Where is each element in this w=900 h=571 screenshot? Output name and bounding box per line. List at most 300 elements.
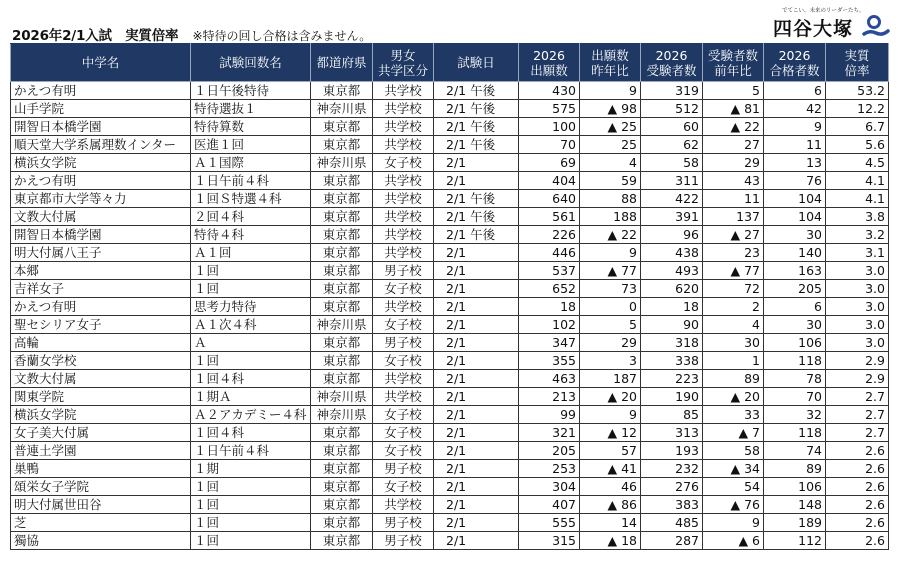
table-row [11,82,889,100]
prefecture-cell: 東京都 [311,280,373,298]
applicants-cell: 430 [519,82,580,100]
actual-ratio-cell: 4.1 [826,190,889,208]
examinees-cell: 96 [641,226,703,244]
exam-name-cell: ２回４科 [191,208,311,226]
exam-date-cell: 2/1 午後 [434,226,519,244]
school-name-cell: 明大付属世田谷 [11,496,191,514]
passers-cell: 106 [764,478,826,496]
school-name-cell: 聖セシリア女子 [11,316,191,334]
examinees-yoy-cell: ▲ 81 [703,100,764,118]
examinees-cell: 18 [641,298,703,316]
header-label: 出願数 [591,47,629,63]
exam-date-cell: 2/1 [434,424,519,442]
header-label: 共学区分 [377,62,428,78]
exam-date-cell: 2/1 [434,154,519,172]
header-label: 中学名 [81,55,120,70]
prefecture-cell: 神奈川県 [311,100,373,118]
examinees-yoy-cell: ▲ 20 [703,388,764,406]
exam-name-cell: １期 [191,460,311,478]
logo [770,6,895,42]
passers-cell: 118 [764,424,826,442]
examinees-cell: 193 [641,442,703,460]
exam-name-cell: Ａ１国際 [191,154,311,172]
gender-type-cell: 共学校 [373,244,434,262]
header-label: 2026 [533,47,565,63]
passers-cell: 70 [764,388,826,406]
examinees-yoy-cell: 1 [703,352,764,370]
passers-cell: 140 [764,244,826,262]
table-row [11,172,889,190]
gender-type-cell: 共学校 [373,208,434,226]
examinees-cell: 90 [641,316,703,334]
passers-cell: 9 [764,118,826,136]
examinees-cell: 383 [641,496,703,514]
table-row [11,280,889,298]
gender-type-cell: 女子校 [373,154,434,172]
gender-type-cell: 共学校 [373,136,434,154]
actual-ratio-cell: 3.0 [826,280,889,298]
examinees-cell: 313 [641,424,703,442]
actual-ratio-cell: 12.2 [826,100,889,118]
table-row [11,388,889,406]
prefecture-cell: 東京都 [311,118,373,136]
applicants-cell: 652 [519,280,580,298]
applicants-cell: 355 [519,352,580,370]
applicants-yoy-cell: 9 [580,406,641,424]
prefecture-cell: 東京都 [311,244,373,262]
passers-cell: 163 [764,262,826,280]
applicants-yoy-cell: 5 [580,316,641,334]
exam-name-cell: １日午前４科 [191,172,311,190]
gender-type-cell: 男子校 [373,514,434,532]
passers-cell: 104 [764,208,826,226]
passers-cell: 6 [764,298,826,316]
actual-ratio-cell: 3.0 [826,298,889,316]
applicants-cell: 69 [519,154,580,172]
gender-type-cell: 共学校 [373,496,434,514]
applicants-yoy-cell: 29 [580,334,641,352]
applicants-yoy-cell: 88 [580,190,641,208]
examinees-yoy-cell: 43 [703,172,764,190]
applicants-cell: 253 [519,460,580,478]
examinees-cell: 391 [641,208,703,226]
exam-date-cell: 2/1 [434,406,519,424]
examinees-cell: 512 [641,100,703,118]
exam-date-cell: 2/1 [434,334,519,352]
exam-name-cell: １回 [191,514,311,532]
actual-ratio-cell: 2.6 [826,532,889,550]
exam-name-cell: Ａ１次４科 [191,316,311,334]
passers-cell: 189 [764,514,826,532]
table-row [11,514,889,532]
examinees-cell: 422 [641,190,703,208]
logo-name: 四谷大塚 [773,18,854,40]
header-label: 試験回数名 [219,55,282,70]
exam-name-cell: １回 [191,352,311,370]
applicants-cell: 213 [519,388,580,406]
school-name-cell: かえつ有明 [11,298,191,316]
examinees-yoy-cell: 23 [703,244,764,262]
exam-name-cell: １回４科 [191,370,311,388]
actual-ratio-cell: 2.7 [826,388,889,406]
applicants-yoy-cell: 4 [580,154,641,172]
col-gender-type [373,44,434,82]
gender-type-cell: 共学校 [373,190,434,208]
applicants-cell: 407 [519,496,580,514]
examinees-cell: 276 [641,478,703,496]
exam-name-cell: Ａ [191,334,311,352]
actual-ratio-cell: 3.2 [826,226,889,244]
prefecture-cell: 東京都 [311,172,373,190]
examinees-yoy-cell: ▲ 76 [703,496,764,514]
exam-date-cell: 2/1 [434,442,519,460]
actual-ratio-cell: 2.7 [826,406,889,424]
col-applicants-yoy [580,44,641,82]
examinees-yoy-cell: ▲ 34 [703,460,764,478]
examinees-yoy-cell: 58 [703,442,764,460]
exam-name-cell: １回 [191,280,311,298]
prefecture-cell: 東京都 [311,478,373,496]
examinees-yoy-cell: 27 [703,136,764,154]
school-name-cell: 吉祥女子 [11,280,191,298]
applicants-cell: 102 [519,316,580,334]
prefecture-cell: 東京都 [311,298,373,316]
passers-cell: 118 [764,352,826,370]
actual-ratio-cell: 2.7 [826,424,889,442]
header-label: 受験者数 [646,62,697,78]
examinees-yoy-cell: 30 [703,334,764,352]
prefecture-cell: 東京都 [311,190,373,208]
school-name-cell: 関東学院 [11,388,191,406]
exam-name-cell: １回４科 [191,424,311,442]
passers-cell: 32 [764,406,826,424]
prefecture-cell: 東京都 [311,496,373,514]
applicants-cell: 463 [519,370,580,388]
exam-date-cell: 2/1 [434,352,519,370]
header-label: 昨年比 [591,62,629,78]
gender-type-cell: 共学校 [373,370,434,388]
applicants-cell: 321 [519,424,580,442]
gender-type-cell: 共学校 [373,226,434,244]
actual-ratio-cell: 2.6 [826,514,889,532]
exam-name-cell: 特待選抜１ [191,100,311,118]
col-examinees-yoy [703,44,764,82]
examinees-cell: 311 [641,172,703,190]
examinees-yoy-cell: 54 [703,478,764,496]
examinees-cell: 338 [641,352,703,370]
passers-cell: 13 [764,154,826,172]
examinees-yoy-cell: 72 [703,280,764,298]
school-name-cell: 明大付属八王子 [11,244,191,262]
header-label: 実質 [844,47,870,63]
applicants-yoy-cell: 9 [580,244,641,262]
examinees-cell: 62 [641,136,703,154]
actual-ratio-cell: 4.5 [826,154,889,172]
passers-cell: 112 [764,532,826,550]
actual-ratio-cell: 4.1 [826,172,889,190]
examinees-yoy-cell: ▲ 22 [703,118,764,136]
gender-type-cell: 女子校 [373,442,434,460]
applicants-cell: 226 [519,226,580,244]
gender-type-cell: 男子校 [373,334,434,352]
col-prefecture [311,44,373,82]
passers-cell: 74 [764,442,826,460]
exam-name-cell: 特待算数 [191,118,311,136]
exam-date-cell: 2/1 午後 [434,136,519,154]
examinees-yoy-cell: ▲ 7 [703,424,764,442]
school-name-cell: 開智日本橋学園 [11,118,191,136]
col-actual-ratio [826,44,889,82]
examinees-yoy-cell: 29 [703,154,764,172]
col-examinees-2026 [641,44,703,82]
prefecture-cell: 神奈川県 [311,388,373,406]
applicants-yoy-cell: 9 [580,82,641,100]
gender-type-cell: 共学校 [373,298,434,316]
applicants-yoy-cell: ▲ 98 [580,100,641,118]
applicants-yoy-cell: ▲ 77 [580,262,641,280]
examinees-yoy-cell: 33 [703,406,764,424]
school-name-cell: 本郷 [11,262,191,280]
exam-date-cell: 2/1 [434,388,519,406]
passers-cell: 78 [764,370,826,388]
prefecture-cell: 東京都 [311,424,373,442]
applicants-yoy-cell: ▲ 18 [580,532,641,550]
gender-type-cell: 男子校 [373,460,434,478]
examinees-cell: 287 [641,532,703,550]
passers-cell: 104 [764,190,826,208]
applicants-yoy-cell: 14 [580,514,641,532]
applicants-yoy-cell: ▲ 20 [580,388,641,406]
table-row [11,154,889,172]
applicants-cell: 575 [519,100,580,118]
gender-type-cell: 男子校 [373,532,434,550]
table-body [11,82,889,550]
examinees-cell: 493 [641,262,703,280]
school-name-cell: 獨協 [11,532,191,550]
exam-date-cell: 2/1 [434,532,519,550]
applicants-yoy-cell: 3 [580,352,641,370]
applicants-cell: 404 [519,172,580,190]
table-row [11,370,889,388]
examinees-cell: 60 [641,118,703,136]
ratio-table [10,43,889,550]
header-label: 出願数 [530,62,568,78]
actual-ratio-cell: 3.0 [826,262,889,280]
school-name-cell: 普連土学園 [11,442,191,460]
exam-name-cell: １回 [191,496,311,514]
title-main: 2026年2/1入試 実質倍率 [12,28,179,44]
exam-name-cell: １日午前４科 [191,442,311,460]
passers-cell: 89 [764,460,826,478]
exam-date-cell: 2/1 [434,370,519,388]
gender-type-cell: 共学校 [373,82,434,100]
col-school-name [11,44,191,82]
school-name-cell: 文教大付属 [11,370,191,388]
prefecture-cell: 東京都 [311,370,373,388]
prefecture-cell: 東京都 [311,82,373,100]
applicants-yoy-cell: 187 [580,370,641,388]
prefecture-cell: 東京都 [311,514,373,532]
header-label: 試験日 [457,55,495,70]
gender-type-cell: 共学校 [373,172,434,190]
gender-type-cell: 共学校 [373,388,434,406]
table-row [11,406,889,424]
actual-ratio-cell: 2.9 [826,370,889,388]
prefecture-cell: 東京都 [311,442,373,460]
applicants-cell: 70 [519,136,580,154]
prefecture-cell: 東京都 [311,334,373,352]
school-name-cell: 香蘭女学校 [11,352,191,370]
gender-type-cell: 女子校 [373,406,434,424]
examinees-cell: 223 [641,370,703,388]
gender-type-cell: 共学校 [373,100,434,118]
header-label: 2026 [778,47,811,63]
page-title [12,24,371,44]
examinees-cell: 318 [641,334,703,352]
examinees-cell: 438 [641,244,703,262]
examinees-yoy-cell: 4 [703,316,764,334]
gender-type-cell: 女子校 [373,316,434,334]
school-name-cell: 横浜女学院 [11,406,191,424]
table-row [11,226,889,244]
table-row [11,478,889,496]
actual-ratio-cell: 2.9 [826,352,889,370]
school-name-cell: 順天堂大学系属理数インター [11,136,191,154]
passers-cell: 6 [764,82,826,100]
examinees-cell: 232 [641,460,703,478]
examinees-cell: 58 [641,154,703,172]
exam-date-cell: 2/1 [434,280,519,298]
exam-date-cell: 2/1 [434,496,519,514]
applicants-yoy-cell: ▲ 41 [580,460,641,478]
examinees-cell: 190 [641,388,703,406]
actual-ratio-cell: 2.6 [826,442,889,460]
applicants-cell: 555 [519,514,580,532]
school-name-cell: 頌栄女子学院 [11,478,191,496]
exam-date-cell: 2/1 [434,244,519,262]
actual-ratio-cell: 3.0 [826,316,889,334]
applicants-cell: 18 [519,298,580,316]
exam-date-cell: 2/1 [434,298,519,316]
applicants-yoy-cell: 59 [580,172,641,190]
school-name-cell: 山手学院 [11,100,191,118]
exam-date-cell: 2/1 [434,514,519,532]
applicants-cell: 315 [519,532,580,550]
exam-date-cell: 2/1 [434,478,519,496]
examinees-yoy-cell: 5 [703,82,764,100]
actual-ratio-cell: 53.2 [826,82,889,100]
applicants-yoy-cell: ▲ 86 [580,496,641,514]
applicants-cell: 561 [519,208,580,226]
table-row [11,136,889,154]
exam-date-cell: 2/1 午後 [434,190,519,208]
prefecture-cell: 神奈川県 [311,316,373,334]
prefecture-cell: 東京都 [311,532,373,550]
exam-date-cell: 2/1 午後 [434,100,519,118]
exam-date-cell: 2/1 [434,460,519,478]
passers-cell: 30 [764,226,826,244]
applicants-cell: 304 [519,478,580,496]
header-label: 受験者数 [707,47,758,63]
school-name-cell: 横浜女学院 [11,154,191,172]
exam-name-cell: Ａ２アカデミー４科 [191,406,311,424]
applicants-yoy-cell: ▲ 12 [580,424,641,442]
table-row [11,334,889,352]
exam-date-cell: 2/1 午後 [434,208,519,226]
exam-name-cell: １回Ｓ特選４科 [191,190,311,208]
table-row [11,100,889,118]
table-row [11,190,889,208]
school-name-cell: 女子美大付属 [11,424,191,442]
actual-ratio-cell: 2.6 [826,460,889,478]
prefecture-cell: 東京都 [311,460,373,478]
actual-ratio-cell: 3.1 [826,244,889,262]
exam-name-cell: １期Ａ [191,388,311,406]
passers-cell: 30 [764,316,826,334]
table-row [11,352,889,370]
passers-cell: 205 [764,280,826,298]
school-name-cell: かえつ有明 [11,172,191,190]
col-exam-name [191,44,311,82]
applicants-cell: 100 [519,118,580,136]
school-name-cell: 東京都市大学等々力 [11,190,191,208]
examinees-yoy-cell: ▲ 27 [703,226,764,244]
prefecture-cell: 東京都 [311,226,373,244]
table-row [11,460,889,478]
applicants-yoy-cell: 57 [580,442,641,460]
prefecture-cell: 神奈川県 [311,406,373,424]
examinees-yoy-cell: 9 [703,514,764,532]
table-row [11,298,889,316]
passers-cell: 106 [764,334,826,352]
applicants-yoy-cell: ▲ 25 [580,118,641,136]
exam-date-cell: 2/1 [434,172,519,190]
table-row [11,496,889,514]
gender-type-cell: 女子校 [373,352,434,370]
header-label: 合格者数 [769,62,820,78]
col-exam-date [434,44,519,82]
table-row [11,118,889,136]
table-row [11,316,889,334]
examinees-yoy-cell: 137 [703,208,764,226]
prefecture-cell: 東京都 [311,208,373,226]
col-passers-2026 [764,44,826,82]
applicants-yoy-cell: 46 [580,478,641,496]
applicants-cell: 446 [519,244,580,262]
school-name-cell: 高輪 [11,334,191,352]
logo-mark-icon [862,14,890,44]
table-row [11,262,889,280]
applicants-cell: 347 [519,334,580,352]
prefecture-cell: 東京都 [311,262,373,280]
table-row [11,532,889,550]
examinees-yoy-cell: 11 [703,190,764,208]
exam-date-cell: 2/1 午後 [434,82,519,100]
passers-cell: 148 [764,496,826,514]
exam-name-cell: １日午後特待 [191,82,311,100]
table-row [11,442,889,460]
gender-type-cell: 女子校 [373,424,434,442]
passers-cell: 42 [764,100,826,118]
exam-name-cell: １回 [191,262,311,280]
exam-date-cell: 2/1 [434,316,519,334]
applicants-yoy-cell: 188 [580,208,641,226]
header-label: 前年比 [714,62,752,78]
school-name-cell: 巣鴨 [11,460,191,478]
examinees-yoy-cell: ▲ 77 [703,262,764,280]
actual-ratio-cell: 2.6 [826,478,889,496]
col-applicants-2026 [519,44,580,82]
